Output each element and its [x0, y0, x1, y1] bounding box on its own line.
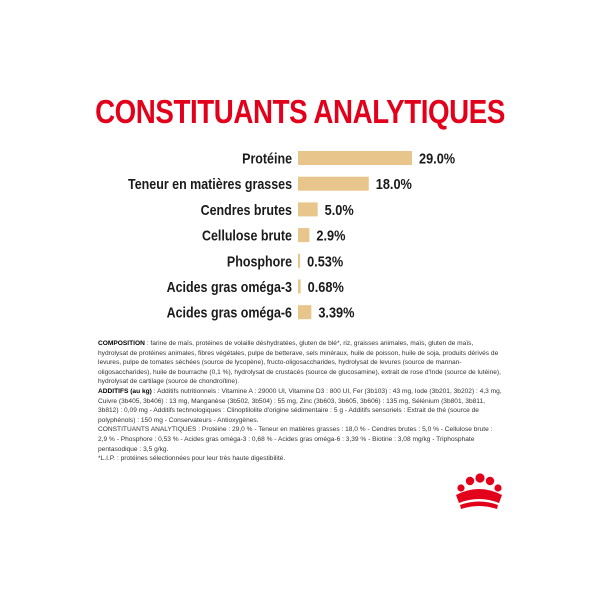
bar	[298, 202, 318, 216]
bottom-bar	[0, 561, 600, 600]
category-label: Cellulose brute	[201, 227, 292, 244]
value-label: 0.68%	[307, 279, 344, 296]
composition-text: : farine de maïs, protéines de volaille déshydratées, gluten de blé*, riz, graisses animales, maïs, gluten de maïs, hydrolysat de protéines animales, fibres végétales, pulpe de betterave, sels minéraux, huile de poisson, huile de soja, produits dérivés de levures, pulpe de tomates séchées (source de lycopène), fructo-oligosaccharides, hydrolysat de levures (source de mannan-oligosaccharides), huile de bourrache (0,1 %), hydrolysat de crustacés (source de glucosamine), extrait de rose d'Inde (source de lutéine), hydrolysat de cartilage (source de chondroïtine).	[98, 340, 501, 386]
value-label: 18.0%	[375, 176, 412, 193]
category-label: Protéine	[242, 150, 292, 167]
additives-heading: ADDITIFS (au kg)	[98, 387, 152, 395]
category-label: Teneur en matières grasses	[128, 176, 292, 193]
value-label: 5.0%	[324, 202, 354, 219]
value-label: 29.0%	[419, 150, 456, 167]
bar	[298, 280, 301, 294]
category-label: Acides gras oméga-3	[166, 279, 292, 296]
analytical-bar-chart	[0, 140, 600, 330]
footnote: *L.I.P. : protéines sélectionnées pour leur très haute digestibilité.	[98, 455, 286, 463]
category-label: Cendres brutes	[200, 202, 292, 219]
crown-logo-icon	[451, 473, 505, 515]
bar	[298, 228, 309, 242]
value-label: 0.53%	[307, 253, 344, 270]
additives-paragraph	[98, 387, 503, 425]
bar	[298, 305, 311, 319]
analytical-paragraph: CONSTITUANTS ANALYTIQUES : Protéine : 29,0 % - Teneur en matières grasses : 18,0 % - Cendres brutes : 5,0 % - Cellulose brute : 2,9 % - Phosphore : 0,53 % - Acides gras oméga-3 : 0,68 % - Acides gras oméga-6 : 3,39 % - Biotine : 3,08 mg/kg - Triphosphate pentasodique : 3,5 g/kg.	[98, 426, 493, 453]
bar	[298, 177, 369, 191]
bar	[298, 254, 300, 268]
bar	[298, 151, 412, 165]
value-label: 2.9%	[316, 227, 346, 244]
value-label: 3.39%	[318, 304, 355, 321]
category-label: Acides gras oméga-6	[166, 304, 292, 321]
composition-paragraph	[98, 339, 503, 387]
composition-heading: COMPOSITION	[98, 340, 145, 347]
page-title: CONSTITUANTS ANALYTIQUES	[95, 93, 505, 130]
additives-text: : Additifs nutritionnels : Vitamine A : 29000 UI, Vitamine D3 : 800 UI, Fer (3b103) : 43 mg, Iode (3b201, 3b202) : 4,3 mg, Cuivre (3b405, 3b406) : 13 mg, Manganèse (3b502, 3b504) : 55 mg, Zinc (3b603, 3b605, 3b606) : 135 mg, Sélénium (3b801, 3b811, 3b812) : 0,09 mg - Additifs technologiques : Clinoptilolite d'origine sédimentaire : 5 g - Additifs sensoriels : Extrait de thé (source de polyphénols) : 150 mg - Conservateurs - Antioxygènes.	[98, 387, 502, 424]
composition-block	[98, 339, 503, 464]
category-label: Phosphore	[226, 253, 292, 270]
